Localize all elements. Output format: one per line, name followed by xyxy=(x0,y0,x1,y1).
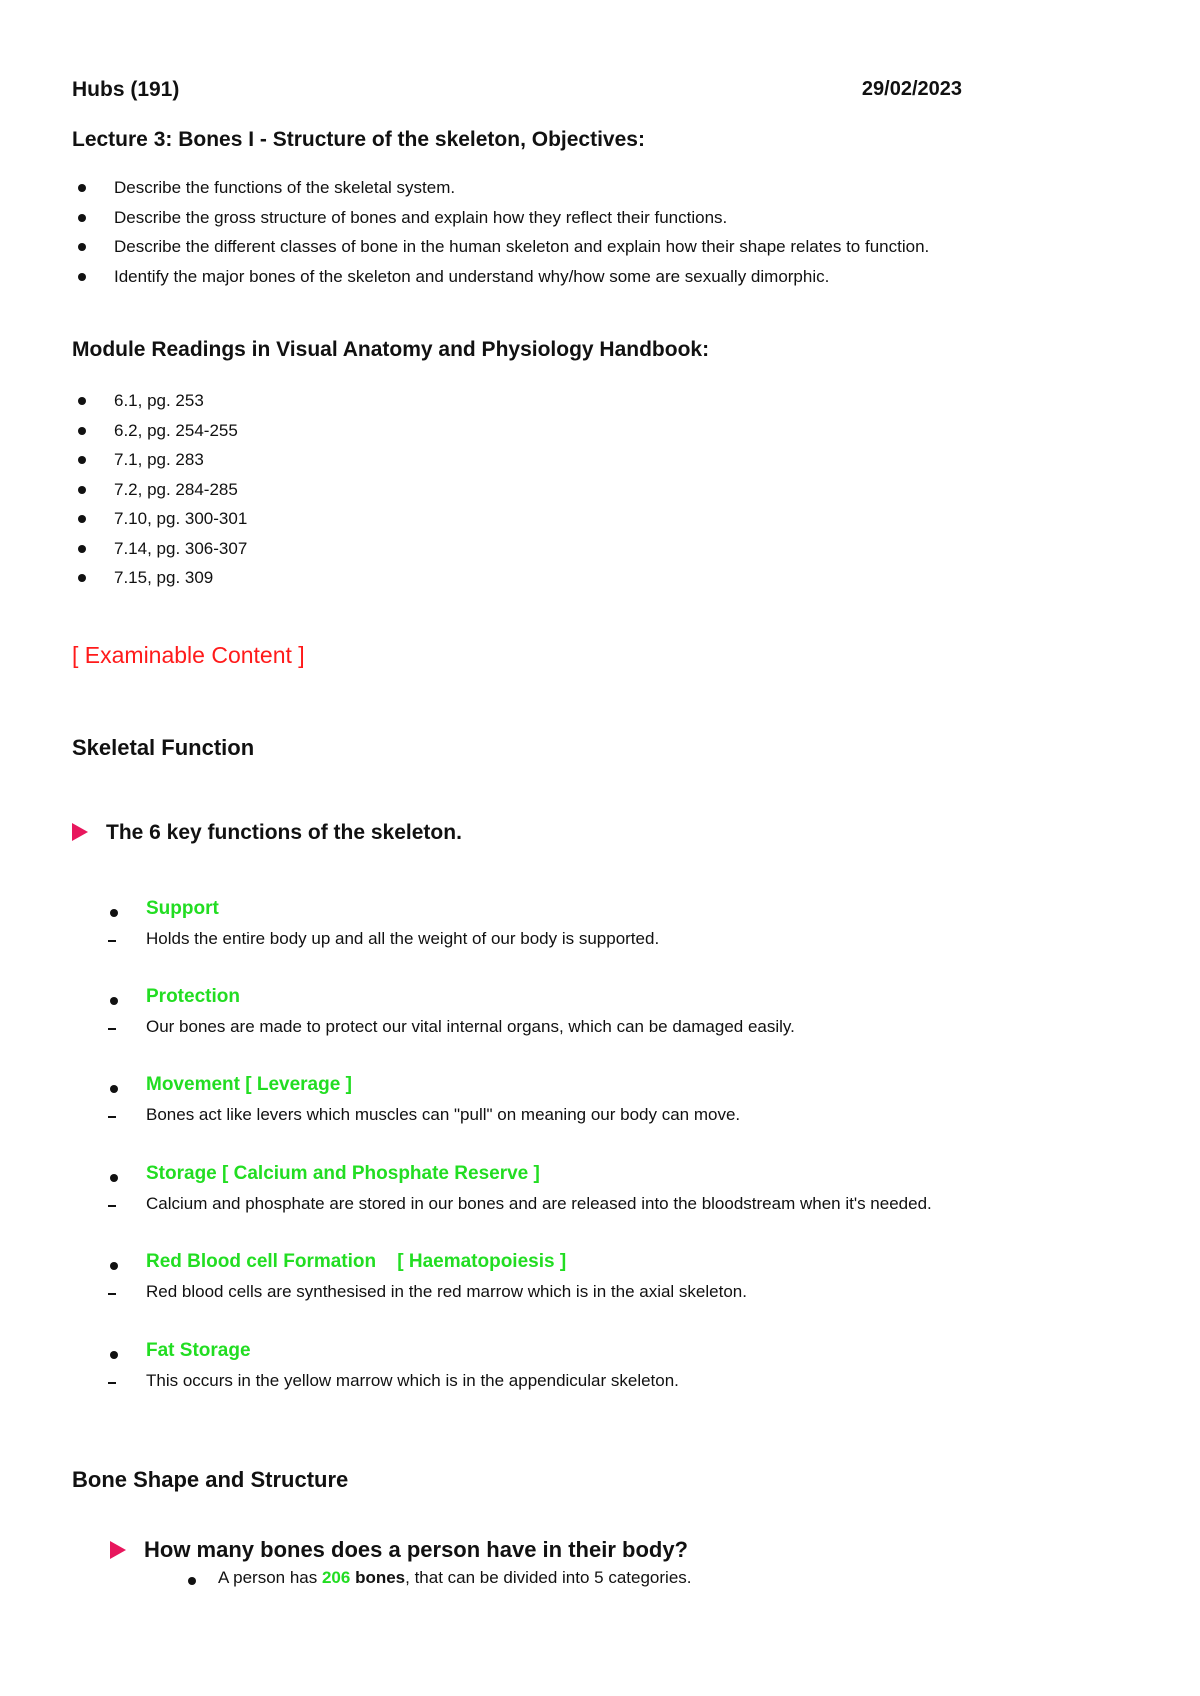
bullet-icon xyxy=(78,574,86,582)
dash-icon xyxy=(108,940,116,942)
bullet-icon xyxy=(110,1351,118,1359)
reading-text: 7.10, pg. 300-301 xyxy=(114,509,248,528)
bones-number: 206 xyxy=(321,1568,351,1587)
function-item-support xyxy=(108,898,1158,960)
bullet-icon xyxy=(78,184,86,192)
bullet-icon xyxy=(110,1262,118,1270)
key-functions-heading xyxy=(72,821,462,845)
bullet-icon xyxy=(110,909,118,917)
bullet-icon xyxy=(78,214,86,222)
function-description: Calcium and phosphate are stored in our bones and are released into the bloodstream when it's needed. xyxy=(146,1194,932,1213)
list-item xyxy=(72,475,1132,505)
bullet-icon xyxy=(78,515,86,523)
function-description: This occurs in the yellow marrow which is in the appendicular skeleton. xyxy=(146,1371,679,1390)
date: 29/02/2023 xyxy=(861,78,962,100)
answer-bold: bones xyxy=(350,1568,406,1587)
function-item-protection xyxy=(108,986,1158,1048)
function-description: Our bones are made to protect our vital internal organs, which can be damaged easily. xyxy=(146,1017,795,1036)
list-item xyxy=(72,262,1132,292)
list-item xyxy=(72,386,1132,416)
list-item xyxy=(72,445,1132,475)
reading-text: 7.1, pg. 283 xyxy=(114,450,204,469)
header xyxy=(72,78,962,108)
bullet-icon xyxy=(78,397,86,405)
key-functions-text: The 6 key functions of the skeleton. xyxy=(106,821,462,844)
dash-icon xyxy=(108,1116,116,1118)
bullet-icon xyxy=(188,1577,196,1585)
bullet-icon xyxy=(78,427,86,435)
function-description: Holds the entire body up and all the weight of our body is supported. xyxy=(146,929,660,948)
function-title: Movement [ Leverage ] xyxy=(146,1074,352,1095)
function-title: Red Blood cell Formation [ Haematopoiesis ] xyxy=(146,1251,567,1272)
bones-question-heading xyxy=(110,1537,688,1563)
list-item xyxy=(72,504,1132,534)
function-item-red-blood-cell-formation xyxy=(108,1251,1158,1313)
dash-icon xyxy=(108,1205,116,1207)
objective-text: Describe the functions of the skeletal system. xyxy=(114,178,456,197)
list-item xyxy=(72,534,1132,564)
function-title: Storage [ Calcium and Phosphate Reserve ] xyxy=(146,1163,540,1184)
bullet-icon xyxy=(78,486,86,494)
bullet-icon xyxy=(110,997,118,1005)
list-item xyxy=(72,203,1132,233)
bullet-icon xyxy=(110,1174,118,1182)
dash-icon xyxy=(108,1382,116,1384)
function-item-storage xyxy=(108,1163,1158,1225)
objective-text: Describe the different classes of bone in the human skeleton and explain how their shape relates to function. xyxy=(114,237,930,256)
answer-suffix: , that can be divided into 5 categories. xyxy=(405,1568,692,1587)
function-title: Support xyxy=(146,898,219,919)
list-item xyxy=(72,173,1132,203)
function-title: Protection xyxy=(146,986,240,1007)
reading-text: 6.2, pg. 254-255 xyxy=(114,420,238,440)
function-item-movement xyxy=(108,1074,1158,1136)
function-title: Fat Storage xyxy=(146,1340,251,1361)
section-heading-skeletal-function: Skeletal Function xyxy=(72,735,255,760)
answer-prefix: A person has xyxy=(218,1568,322,1587)
list-item xyxy=(72,563,1132,593)
dash-icon xyxy=(108,1293,116,1295)
course-title: Hubs (191) xyxy=(72,78,180,101)
bullet-icon xyxy=(110,1085,118,1093)
section-heading-bone-shape: Bone Shape and Structure xyxy=(72,1467,349,1492)
arrow-bullet-icon xyxy=(110,1541,126,1559)
arrow-bullet-icon xyxy=(72,823,88,841)
readings-title: Module Readings in Visual Anatomy and Physiology Handbook: xyxy=(72,338,710,361)
list-item xyxy=(72,232,1132,262)
bones-count-text xyxy=(218,1568,692,1588)
function-item-fat-storage xyxy=(108,1340,1158,1402)
lecture-title: Lecture 3: Bones I - Structure of the skeleton, Objectives: xyxy=(72,128,645,151)
reading-text: 6.1, pg. 253 xyxy=(114,391,204,410)
objective-text: Identify the major bones of the skeleton and understand why/how some are sexually dimorphic. xyxy=(114,266,830,286)
bones-question-text: How many bones does a person have in their body? xyxy=(144,1537,688,1562)
function-description: Red blood cells are synthesised in the red marrow which is in the axial skeleton. xyxy=(146,1282,747,1301)
bullet-icon xyxy=(78,545,86,553)
bullet-icon xyxy=(78,456,86,464)
reading-text: 7.14, pg. 306-307 xyxy=(114,538,248,558)
bullet-icon xyxy=(78,273,86,281)
objective-text: Describe the gross structure of bones and explain how they reflect their functions. xyxy=(114,207,728,227)
reading-text: 7.2, pg. 284-285 xyxy=(114,479,238,499)
bullet-icon xyxy=(78,243,86,251)
readings-list xyxy=(72,386,1132,593)
function-description: Bones act like levers which muscles can "pull" on meaning our body can move. xyxy=(146,1105,741,1124)
objectives-list xyxy=(72,173,1132,291)
dash-icon xyxy=(108,1028,116,1030)
examinable-content-label: [ Examinable Content ] xyxy=(72,642,305,668)
list-item xyxy=(72,416,1132,446)
reading-text: 7.15, pg. 309 xyxy=(114,568,214,587)
